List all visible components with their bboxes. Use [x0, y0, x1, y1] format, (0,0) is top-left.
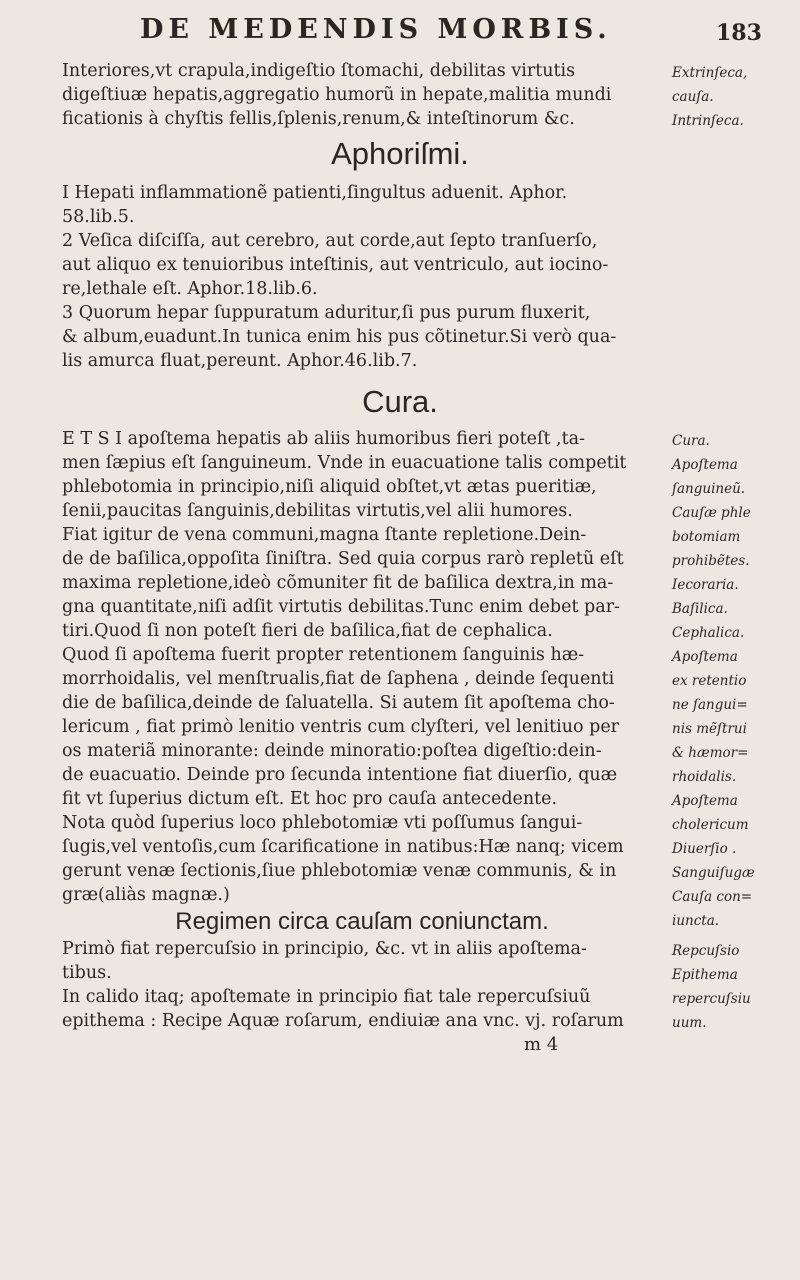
- margin-note: prohibẽtes.: [672, 553, 750, 569]
- text-line: 58.lib.5.: [62, 207, 135, 227]
- text-line: 3 Quorum hepar ſuppuratum aduritur,ſi pus purum fluxerit,: [62, 303, 591, 323]
- text-line: tiri.Quod ſi non poteſt fieri de baſilica,fiat de cephalica.: [62, 621, 553, 641]
- text-line: Primò fiat repercuſsio in principio, &c. vt in aliis apoſtema-: [62, 939, 587, 959]
- text-line: ficationis à chyſtis fellis,ſplenis,renum,& inteſtinorum &c.: [62, 109, 575, 129]
- text-line: ſenii,paucitas ſanguinis,debilitas virtutis,vel alii humores.: [62, 501, 573, 521]
- text-line: de de baſilica,oppoſita ſiniſtra. Sed quia corpus rarò repletũ eſt: [62, 549, 624, 569]
- margin-note: repercuſsiu: [672, 991, 751, 1007]
- text-line: gna quantitate,niſi adſit virtutis debilitas.Tunc enim debet par-: [62, 597, 620, 617]
- margin-note: cauſa.: [672, 89, 714, 105]
- margin-note: ſanguineũ.: [672, 481, 746, 497]
- running-head: DE MEDENDIS MORBIS.: [140, 14, 612, 45]
- margin-note: nis mẽſtrui: [672, 721, 747, 737]
- margin-note: Repcuſsio: [672, 943, 740, 959]
- text-line: & album,euadunt.In tunica enim his pus cõtinetur.Si verò qua-: [62, 327, 617, 347]
- text-line: ſugis,vel ventoſis,cum ſcarificatione in natibus:Hæ nanq; vicem: [62, 837, 624, 857]
- text-line: Nota quòd ſuperius loco phlebotomiæ vti poſſumus ſangui-: [62, 813, 583, 833]
- margin-note: Apoſtema: [672, 793, 738, 809]
- margin-note: Diuerſio .: [672, 841, 737, 857]
- text-line: E T S I apoſtema hepatis ab aliis humoribus fieri poteſt ,ta-: [62, 429, 585, 449]
- text-line: lericum , fiat primò lenitio ventris cum clyſteri, vel lenitiuo per: [62, 717, 620, 737]
- margin-note: Extrinſeca,: [672, 65, 748, 81]
- margin-note: Cauſa con=: [672, 889, 753, 905]
- margin-note: Epithema: [672, 967, 738, 983]
- text-line: de euacuatio. Deinde pro ſecunda intentione fiat diuerſio, quæ: [62, 765, 618, 785]
- text-line: die de baſilica,deinde de ſaluatella. Si autem ſit apoſtema cho-: [62, 693, 615, 713]
- margin-note: Apoſtema: [672, 649, 738, 665]
- text-line: morrhoidalis, vel menſtrualis,fiat de ſaphena , deinde ſequenti: [62, 669, 615, 689]
- margin-note: iuncta.: [672, 913, 720, 929]
- heading-cura: Cura.: [362, 384, 438, 419]
- text-line: epithema : Recipe Aquæ roſarum, endiuiæ ana vnc. vj. roſarum: [62, 1011, 624, 1031]
- margin-note: rhoidalis.: [672, 769, 737, 785]
- text-line: Fiat igitur de vena communi,magna ſtante repletione.Dein-: [62, 525, 587, 545]
- margin-note: & hæmor=: [672, 745, 749, 761]
- text-line: græ(aliàs magnæ.): [62, 885, 230, 905]
- margin-note: Cauſæ phle: [672, 505, 751, 521]
- text-line: maxima repletione,ideò cõmuniter fit de baſilica dextra,in ma-: [62, 573, 614, 593]
- margin-note: uum.: [672, 1015, 707, 1031]
- margin-note: Sanguiſugæ: [672, 865, 755, 881]
- margin-note: Cura.: [672, 433, 710, 449]
- page-number: 183: [716, 20, 762, 46]
- margin-note: Intrinſeca.: [672, 113, 744, 129]
- heading-regimen: Regimen circa cauſam coniunctam.: [175, 908, 549, 935]
- text-line: 2 Veſica diſciſſa, aut cerebro, aut corde,aut ſepto tranſuerſo,: [62, 231, 598, 251]
- text-line: os materiã minorante: deinde minoratio:poſtea digeſtio:dein-: [62, 741, 602, 761]
- text-line: I Hepati inflammationẽ patienti,ſingultus aduenit. Aphor.: [62, 183, 568, 203]
- text-line: Interiores,vt crapula,indigeſtio ſtomachi, debilitas virtutis: [62, 61, 576, 81]
- margin-note: ne ſangui=: [672, 697, 748, 713]
- signature-mark: m 4: [524, 1034, 559, 1055]
- margin-note: cholericum: [672, 817, 749, 833]
- heading-aphorismi: Aphoriſmi.: [331, 136, 469, 171]
- text-line: phlebotomia in principio,niſi aliquid obſtet,vt ætas pueritiæ,: [62, 477, 597, 497]
- margin-note: Apoſtema: [672, 457, 738, 473]
- text-line: Quod ſi apoſtema fuerit propter retentionem ſanguinis hæ-: [62, 645, 585, 665]
- text-line: men ſæpius eſt ſanguineum. Vnde in euacuatione talis competit: [62, 453, 627, 473]
- text-line: In calido itaq; apoſtemate in principio fiat tale repercuſsiuũ: [62, 987, 591, 1007]
- margin-note: Iecoraria.: [672, 577, 739, 593]
- text-line: fit vt ſuperius dictum eſt. Et hoc pro cauſa antecedente.: [62, 789, 558, 809]
- text-line: tibus.: [62, 963, 112, 983]
- margin-note: ex retentio: [672, 673, 747, 689]
- margin-note: Cephalica.: [672, 625, 745, 641]
- margin-note: botomiam: [672, 529, 741, 545]
- text-line: re,lethale eſt. Aphor.18.lib.6.: [62, 279, 318, 299]
- text-line: aut aliquo ex tenuioribus inteſtinis, aut ventriculo, aut iocino-: [62, 255, 609, 275]
- margin-note: Baſilica.: [672, 601, 728, 617]
- text-line: digeſtiuæ hepatis,aggregatio humorũ in hepate,malitia mundi: [62, 85, 612, 105]
- text-line: gerunt venæ ſectionis,ſiue phlebotomiæ venæ communis, & in: [62, 861, 617, 881]
- text-line: lis amurca fluat,pereunt. Aphor.46.lib.7.: [62, 351, 418, 371]
